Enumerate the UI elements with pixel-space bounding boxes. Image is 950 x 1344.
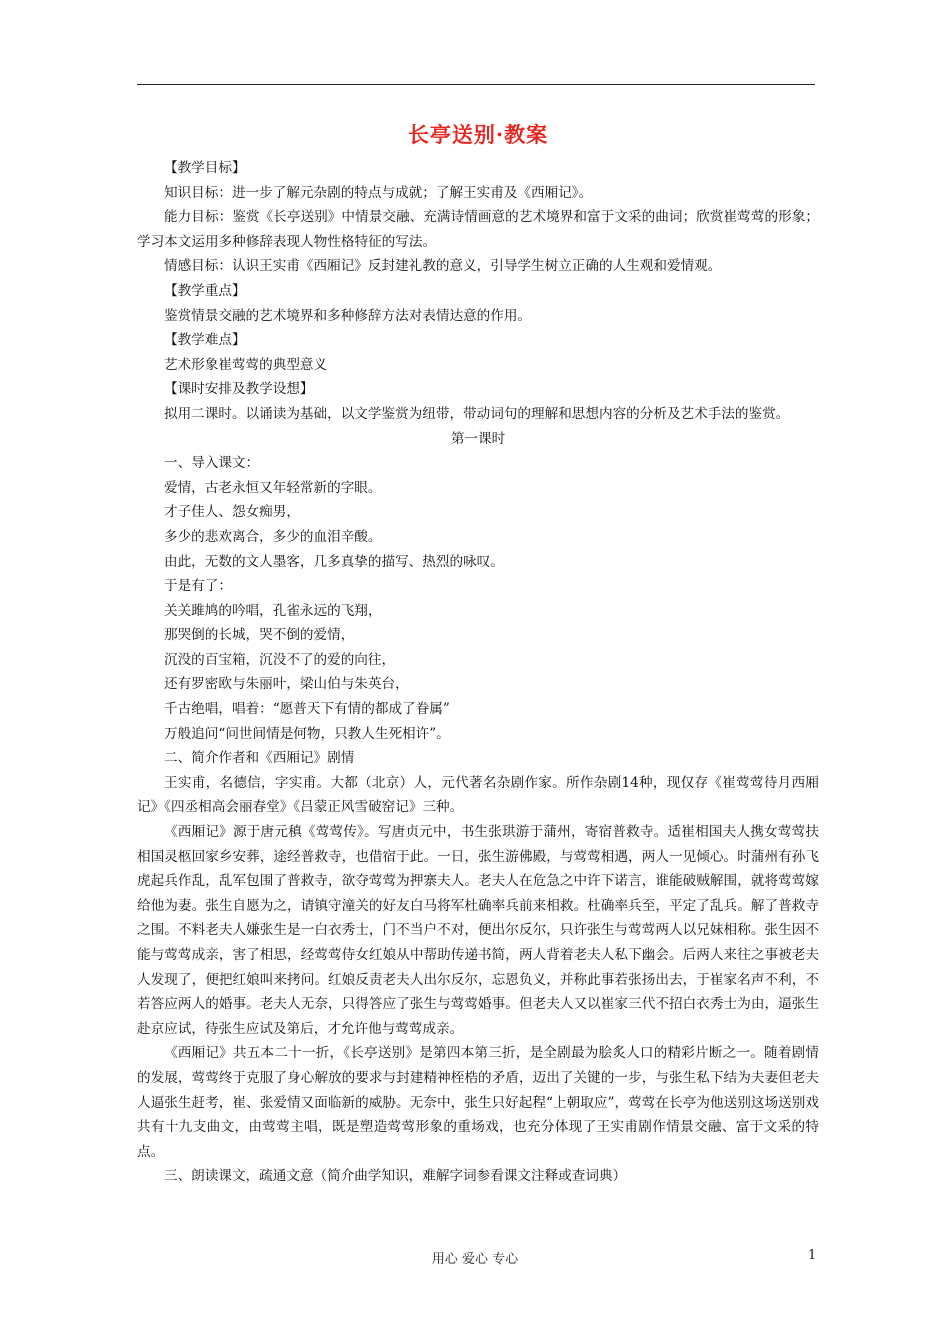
plot-paragraph: 《西厢记》源于唐元稹《莺莺传》。写唐贞元中，书生张珙游于蒲州，寄宿普救寺。适崔相国夫人携女莺莺扶相国灵柩回家乡安葬，途经普救寺，也借宿于此。一日，张生游佛殿，与莺莺相遇，两人一见倾心。时蒲州有孙飞虎起兵作乱，乱军包围了普救寺，欲夺莺莺为押寨夫人。老夫人在危急之中许下诺言，谁能破贼解围，就将莺莺嫁给他为妻。张生自愿为之，请镇守潼关的好友白马将军杜确率兵前来相救。杜确率兵至，平定了乱兵。解了普救寺之围。不料老夫人嫌张生是一白衣秀士，门不当户不对，便出尔反尔，只许张生与莺莺两人以兄妹相称。张生因不能与莺莺成亲，害了相思，经莺莺侍女红娘从中帮助传递书简，两人背着老夫人私下幽会。后两人来往之事被老夫人发现了，便把红娘叫来拷问。红娘反责老夫人出尔反尔，忘恩负义，并称此事若张扬出去，于崔家名声不利，不若答应两人的婚事。老夫人无奈，只得答应了张生与莺莺婚事。但老夫人又以崔家三代不招白衣秀士为由，逼张生赴京应试，待张生应试及第后，才允许他与莺莺成亲。 xyxy=(137,824,819,1037)
poem-line: 那哭倒的长城，哭不倒的爱情， xyxy=(164,627,355,644)
document-title: 长亭送别·教案 xyxy=(407,122,549,147)
author-paragraph: 王实甫，名德信，字实甫。大都（北京）人，元代著名杂剧作家。所作杂剧14种，现仅存《崔莺莺待月西厢记》《四丞相高会丽春堂》《吕蒙正风雪破窑记》三种。 xyxy=(137,774,819,816)
heading-teaching-objectives: 【教学目标】 xyxy=(164,160,246,176)
knowledge-objective: 知识目标：进一步了解元杂剧的特点与成就；了解王实甫及《西厢记》。 xyxy=(164,184,593,201)
heading-teaching-focus: 【教学重点】 xyxy=(164,282,246,299)
footer-motto: 用心 爱心 专心 xyxy=(431,1252,519,1267)
poem-line: 才子佳人、怨女痴男， xyxy=(164,504,300,521)
schedule-text: 拟用二课时。以诵读为基础，以文学鉴赏为纽带，带动词句的理解和思想内容的分析及艺术手法的鉴赏。 xyxy=(164,405,790,422)
page-number: 1 xyxy=(808,1248,817,1263)
teaching-difficulty-text: 艺术形象崔莺莺的典型意义 xyxy=(164,356,328,373)
header-rule xyxy=(137,84,815,85)
poem-line: 还有罗密欧与朱丽叶，梁山伯与朱英台， xyxy=(164,676,409,693)
structure-paragraph: 《西厢记》共五本二十一折，《长亭送别》是第四本第三折，是全剧最为脍炙人口的精彩片断之一。随着剧情的发展，莺莺终于克服了身心解放的要求与封建精神桎梏的矛盾，迈出了关键的一步，与张生私下结为夫妻但老夫人逼张生赶考，崔、张爱情又面临新的威胁。无奈中，张生只好起程“上朝取应”，莺莺在长亭为他送别这场送别戏共有十九支曲文，由莺莺主唱，既是塑造莺莺形象的重场戏，也充分体现了王实甫剧作情景交融、富于文采的特点。 xyxy=(137,1045,819,1160)
section-intro-heading: 一、导入课文： xyxy=(164,455,260,472)
poem-line: 爱情，古老永恒又年轻常新的字眼。 xyxy=(164,479,382,496)
section-reading-heading: 三、朗读课文，疏通文意（简介曲学知识，难解字词参看课文注释或查词典） xyxy=(164,1168,627,1185)
document-body xyxy=(137,120,819,1189)
heading-schedule: 【课时安排及教学设想】 xyxy=(164,381,314,398)
poem-line: 关关雎鸠的吟唱，孔雀永远的飞翔， xyxy=(164,602,382,619)
poem-line: 万般追问“问世间情是何物，只教人生死相许”。 xyxy=(164,725,450,742)
poem-line: 多少的悲欢离合，多少的血泪辛酸。 xyxy=(164,528,382,545)
heading-teaching-difficulty: 【教学难点】 xyxy=(164,332,246,349)
ability-objective: 能力目标：鉴赏《长亭送别》中情景交融、充满诗情画意的艺术境界和富于文采的曲词；欣赏崔莺莺的形象；学习本文运用多种修辞表现人物性格特征的写法。 xyxy=(137,209,819,250)
poem-line: 千古绝唱，唱着：“愿普天下有情的都成了眷属” xyxy=(164,701,450,718)
poem-line: 由此，无数的文人墨客，几多真挚的描写、热烈的咏叹。 xyxy=(164,553,504,570)
section-author-heading: 二、简介作者和《西厢记》剧情 xyxy=(164,750,355,767)
emotion-objective: 情感目标：认识王实甫《西厢记》反封建礼教的意义，引导学生树立正确的人生观和爱情观。 xyxy=(164,258,722,275)
poem-line: 沉没的百宝箱，沉没不了的爱的向往， xyxy=(164,651,396,668)
poem-line: 于是有了： xyxy=(164,578,232,595)
teaching-focus-text: 鉴赏情景交融的艺术境界和多种修辞方法对表情达意的作用。 xyxy=(164,307,532,324)
lesson-heading: 第一课时 xyxy=(450,430,506,447)
